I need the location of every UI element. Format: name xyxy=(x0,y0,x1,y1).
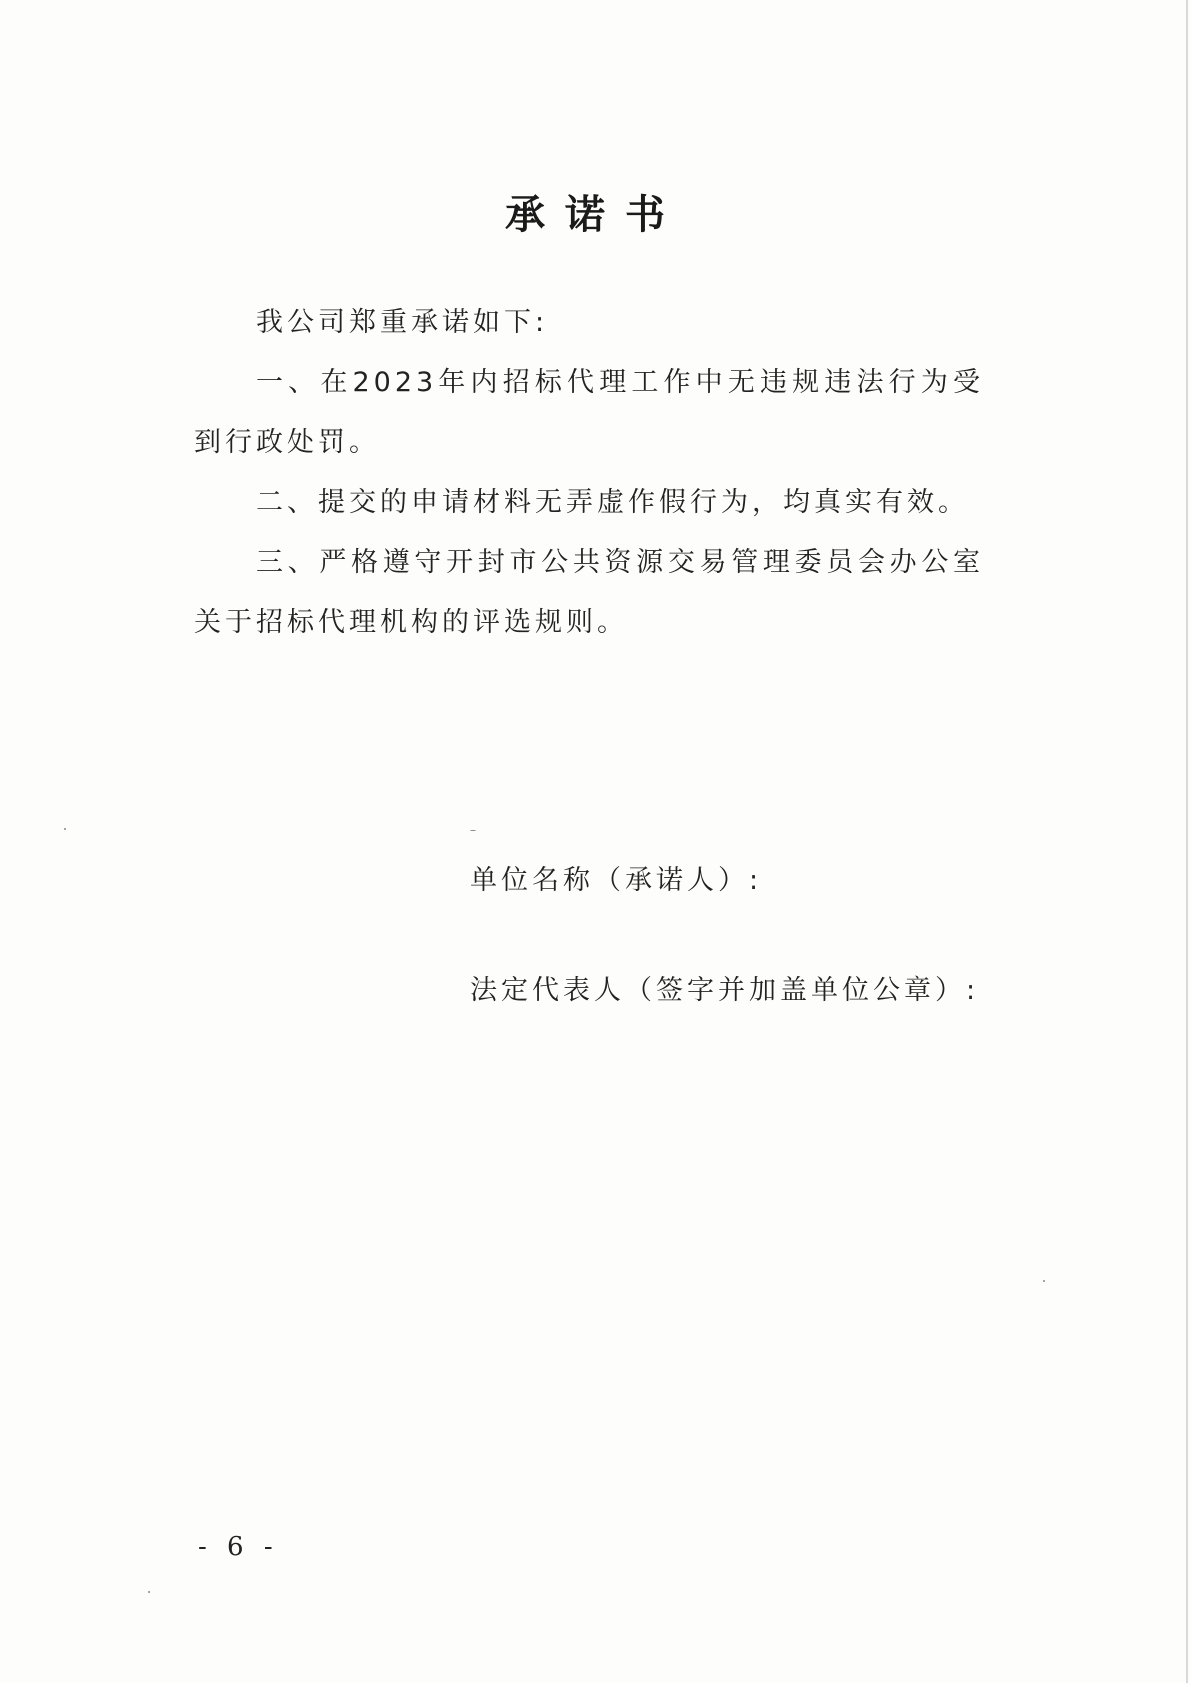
document-body xyxy=(194,293,984,653)
page-number: - 6 - xyxy=(198,1532,279,1562)
scan-speck xyxy=(64,828,66,830)
paragraph-item-3: 三、严格遵守开封市公共资源交易管理委员会办公室关于招标代理机构的评选规则。 xyxy=(194,547,984,638)
paragraph-item-2: 二、提交的申请材料无弄虚作假行为，均真实有效。 xyxy=(256,487,969,518)
scan-speck xyxy=(148,1591,150,1593)
scan-speck xyxy=(470,830,476,831)
page-edge xyxy=(1186,0,1188,1683)
scan-speck xyxy=(1043,1280,1045,1282)
document-title: 承诺书 xyxy=(505,191,685,238)
paragraph-intro: 我公司郑重承诺如下: xyxy=(256,307,549,338)
legal-representative-label: 法定代表人（签字并加盖单位公章）: xyxy=(470,975,980,1006)
unit-name-label: 单位名称（承诺人）: xyxy=(470,865,763,896)
paragraph-item-1: 一、在2023年内招标代理工作中无违规违法行为受到行政处罚。 xyxy=(194,367,984,458)
